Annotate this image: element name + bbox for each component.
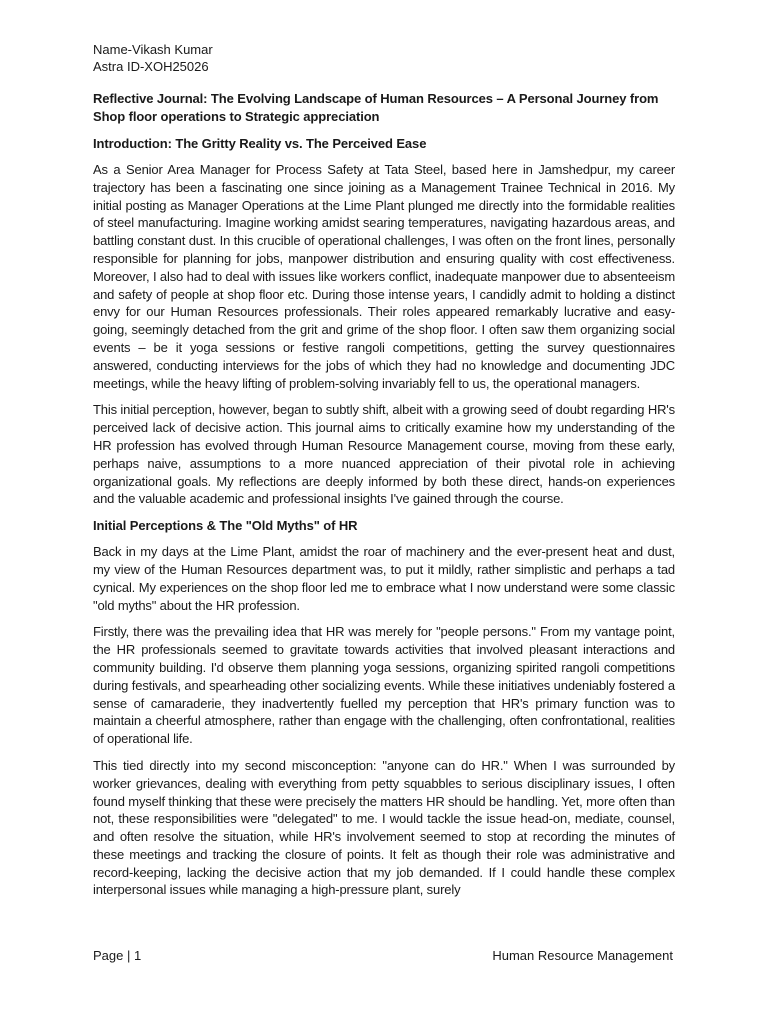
document-title: Reflective Journal: The Evolving Landscape of Human Resources – A Personal Journey from Shop floor operations to Strategic appreciation bbox=[93, 91, 659, 124]
paragraph: This tied directly into my second misconception: "anyone can do HR." When I was surrounded by worker grievances, dealing with everything from petty squabbles to serious disciplinary issues, I often found myself thinking that these were precisely the matters HR should be handling. Yet, more often than not, these responsibilities were "delegated" to me. I would tackle the issue head-on, mediate, counsel, and often resolve the situation, while HR's involvement seemed to stop at recording the minutes of these meetings and tracking the closure of points. It felt as though their role was administrative and record-keeping, lacking the decisive action that my job demanded. If I could handle these complex interpersonal issues while managing a high-pressure plant, surely bbox=[93, 757, 675, 898]
document-page bbox=[93, 42, 675, 908]
author-id: Astra ID-XOH25026 bbox=[93, 58, 209, 74]
author-name: Name-Vikash Kumar bbox=[93, 42, 213, 57]
paragraph: As a Senior Area Manager for Process Safety at Tata Steel, based here in Jamshedpur, my career trajectory has been a fascinating one since joining as a Management Trainee Technical in 2016. My initial posting as Manager Operations at the Lime Plant plunged me directly into the formidable realities of steel manufacturing. Imagine working amidst searing temperatures, navigating hazardous areas, and battling constant dust. In this crucible of operational challenges, I was often on the front lines, personally responsible for planning for jobs, manpower distribution and ensuring quality with cost effectiveness. Moreover, I also had to deal with issues like workers conflict, inadequate manpower due to absenteeism and safety of people at shop floor etc. During those intense years, I candidly admit to holding a distinct envy for our Human Resources professionals. Their roles appeared remarkably lucrative and easy-going, seemingly detached from the grit and grime of the shop floor. I often saw them organizing social events – be it yoga sessions or festive rangoli competitions, getting the survey questionnaires answered, conducting interviews for the jobs of which they had no knowledge and documenting JDC meetings, while the heavy lifting of problem-solving invariably fell to us, the operational managers. bbox=[93, 162, 675, 391]
paragraph: This initial perception, however, began to subtly shift, albeit with a growing seed of doubt regarding HR's perceived lack of decisive action. This journal aims to critically examine how my understanding of the HR profession has evolved through Human Resource Management course, moving from these early, perhaps naive, assumptions to a more nuanced appreciation of their pivotal role in achieving organizational goals. My reflections are deeply informed by both these direct, hands-on experiences and the valuable academic and professional insights I've gained through the course. bbox=[93, 402, 675, 507]
footer-course-title: Human Resource Management bbox=[492, 948, 673, 963]
paragraph: Back in my days at the Lime Plant, amidst the roar of machinery and the ever-present heat and dust, my view of the Human Resources department was, to put it mildly, rather simplistic and perhaps a tad cynical. My experiences on the shop floor led me to embrace what I now understand were some classic "old myths" about the HR profession. bbox=[93, 544, 675, 613]
section-heading-initial-perceptions: Initial Perceptions & The "Old Myths" of HR bbox=[93, 518, 358, 534]
section-heading-introduction: Introduction: The Gritty Reality vs. The Perceived Ease bbox=[93, 136, 427, 151]
paragraph: Firstly, there was the prevailing idea that HR was merely for "people persons." From my vantage point, the HR professionals seemed to gravitate towards activities that involved pleasant interactions and community building. I'd observe them planning yoga sessions, organizing spirited rangoli competitions during festivals, and spearheading other socializing events. While these initiatives undeniably fostered a sense of camaraderie, they inadvertently fuelled my perception that HR's primary function was to maintain a cheerful atmosphere, rather than engage with the challenging, often confrontational, realities of operational life. bbox=[93, 624, 675, 747]
page-number: Page | 1 bbox=[93, 948, 142, 963]
author-block bbox=[93, 42, 675, 75]
